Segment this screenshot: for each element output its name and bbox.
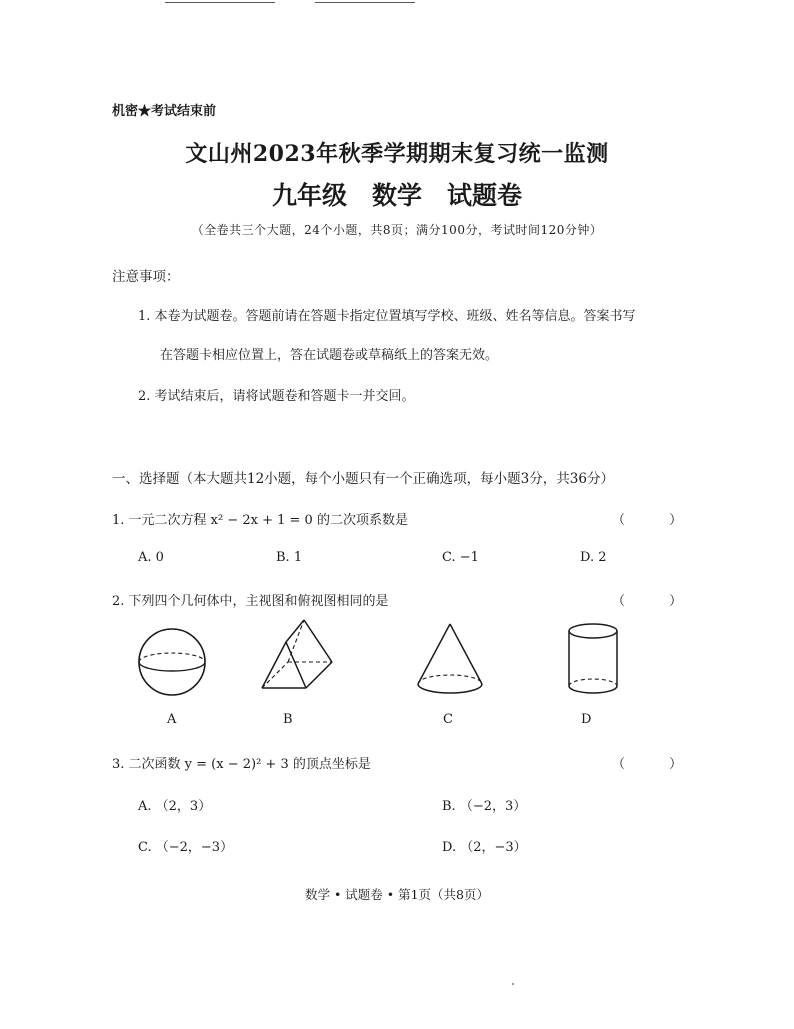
- question-3-stem: 3. 二次函数 y = (x − 2)² + 3 的顶点坐标是: [112, 757, 371, 772]
- figure-label-b: B: [283, 712, 293, 727]
- question-2-answer-paren: （ ）: [612, 594, 703, 609]
- top-line-left: [165, 2, 275, 3]
- section-title: 一、选择题（本大题共12小题，每个小题只有一个正确选项，每小题3分，共36分）: [112, 471, 614, 487]
- figure-label-c: C: [443, 712, 453, 727]
- notice-item-1-cont: 在答题卡相应位置上，答在试题卷或草稿纸上的答案无效。: [160, 348, 499, 363]
- question-3-answer-paren: （ ）: [612, 757, 703, 772]
- top-line-right: [315, 2, 415, 3]
- notice-item-1: 1. 本卷为试题卷。答题前请在答题卡指定位置填写学校、班级、姓名等信息。答案书写: [138, 309, 636, 324]
- scan-speck: [512, 983, 514, 985]
- question-1-stem: 1. 一元二次方程 x² − 2x + 1 = 0 的二次项系数是: [112, 513, 408, 528]
- triangular-prism-icon: [256, 616, 338, 694]
- question-1-option-c: C. −1: [442, 550, 479, 565]
- question-3-option-b: B. （−2，3）: [442, 799, 527, 814]
- sphere-icon: [134, 624, 210, 700]
- question-1-answer-paren: （ ）: [612, 513, 703, 528]
- cylinder-icon: [563, 620, 623, 698]
- exam-title: 文山州2023年秋季学期期末复习统一监测: [185, 141, 609, 167]
- question-1-option-d: D. 2: [580, 550, 607, 565]
- notice-title: 注意事项：: [112, 269, 180, 285]
- confidential-label: 机密★考试结束前: [112, 104, 217, 119]
- page-footer: 数学 • 试题卷 • 第1页（共8页）: [304, 887, 490, 902]
- exam-subtitle: 九年级 数学 试题卷: [271, 181, 522, 210]
- question-2-stem: 2. 下列四个几何体中，主视图和俯视图相同的是: [112, 594, 389, 609]
- question-3-option-c: C. （−2，−3）: [138, 840, 234, 855]
- exam-note: （全卷共三个大题，24个小题，共8页；满分100分，考试时间120分钟）: [191, 223, 603, 237]
- cone-icon: [412, 620, 488, 698]
- figure-label-a: A: [167, 712, 177, 727]
- question-3-option-a: A. （2，3）: [138, 799, 212, 814]
- question-3-option-d: D. （2，−3）: [442, 840, 527, 855]
- question-1-option-b: B. 1: [276, 550, 303, 565]
- question-1-option-a: A. 0: [138, 550, 164, 565]
- notice-item-2: 2. 考试结束后，请将试题卷和答题卡一并交回。: [138, 389, 415, 404]
- figure-label-d: D: [581, 712, 592, 727]
